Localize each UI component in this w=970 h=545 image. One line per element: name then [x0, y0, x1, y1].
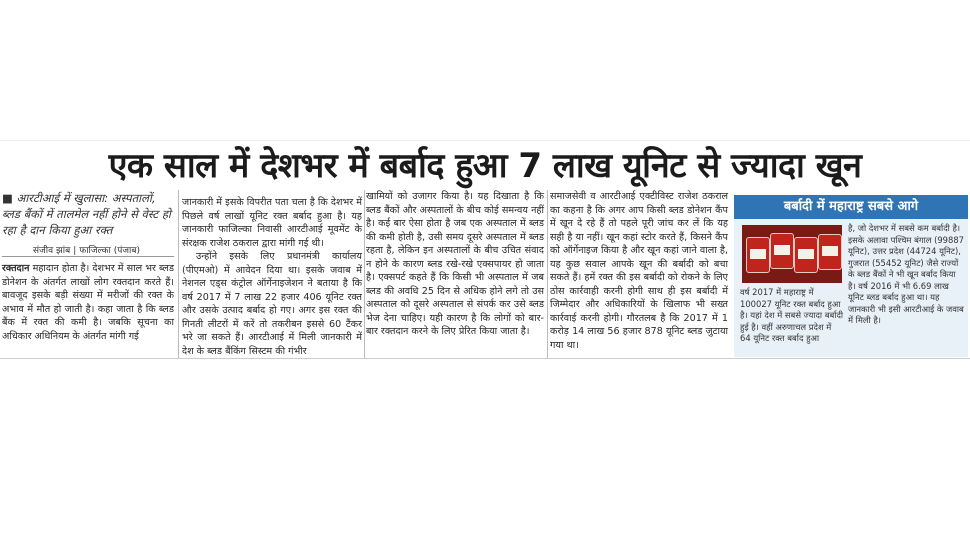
byline-author: संजीव झांब — [33, 246, 71, 256]
column-1-text: महादान होता है। देशभर में साल भर ब्लड डोनेशन के अंतर्गत लाखों लोग रक्तदान करते हैं। बावजूद इसके बड़ी संख्या में मरीजों की रक्त के अभाव में मौत हो जाती है। कहा जाता है कि ब्लड बैंक में रक्त की कमी है। जबकि सूचना का अधिकार अधिनियम के अंतर्गत मांगी गई — [2, 263, 174, 342]
column-4-text: समाजसेवी व आरटीआई एक्टीविस्ट राजेश ठकराल का कहना है कि अगर आप किसी ब्लड डोनेशन कैंप में खून दे रहे हैं तो पहले पूरी जांच कर लें कि यह सही है या नहीं। खून कहां स्टोर करते हैं, किसने कैंप को ऑर्गेनाइज किया है और खून कहां जाने वाला है, यह कुछ सवाल आपके खून की बर्बादी को बचा सकते हैं। हमें रक्त की इस बर्बादी को रोकने के लिए ठोस कार्रवाही करनी होगी साथ ही इस बर्बादी में जिम्मेदार और अधिकारियों के खिलाफ भी सख्त कार्रवाई करनी होगी। गौरतलब है कि 2017 में 1 करोड़ 14 लाख 56 हजार 878 यूनिट ब्लड जुटाया गया था। — [550, 191, 728, 351]
column-2-para-1: जानकारी में इसके विपरीत पता चला है कि देशभर में पिछले वर्ष लाखों यूनिट रक्त बर्बाद हुआ है। यह जानकारी फाजिल्का निवासी आरटीआई मूवमेंट के संरक्षक राजेश ठकराल द्वारा मांगी गई थी। — [182, 197, 362, 249]
sidebar-caption: वर्ष 2017 में महाराष्ट्र में 100027 यूनिट रक्त बर्बाद हुआ है। यहां देश में सबसे ज्यादा बर्बादी हुई है। वहीं अरुणाचल प्रदेश में 64 यूनिट रक्त बर्बाद हुआ — [740, 287, 844, 343]
top-rule — [0, 140, 970, 141]
column-1 — [2, 262, 174, 343]
blood-bag-icon — [818, 234, 842, 270]
sidebar-text: है, जो देशभर में सबसे कम बर्बादी है। इसके अलावा पश्चिम बंगाल (99887 यूनिट), उत्तर प्रदेश (44724 यूनिट), गुजरात (55452 यूनिट) जैसे राज्यों के ब्लड बैंकों ने भी खून बर्बाद किया है। वर्ष 2016 में भी 6.69 लाख यूनिट ब्लड बर्बाद हुआ था। यह जानकारी भी इसी आरटीआई के जवाब में मिली है। — [848, 223, 964, 325]
column-divider — [364, 190, 365, 358]
column-2-para-2: उन्होंने इसके लिए प्रधानमंत्री कार्यालय (पीएमओ) में आवेदन दिया था। इसके जवाब में नेशनल एड्स कंट्रोल ऑर्गेनाइजेशन ने बताया है कि वर्ष 2017 में 7 लाख 22 हजार 406 यूनिट रक्त और उसके उत्पाद बर्बाद हो गए। अगर इस रक्त की गिनती लीटरों में करें तो तकरीबन इससे 60 टैंकर भरे जा सकते हैं। आरटीआई में मिली जानकारी में देश के ब्लड बैंकिंग सिस्टम की गंभीर — [182, 251, 362, 357]
deck: ■ आरटीआई में खुलासा: अस्पतालों, ब्लड बैंकों में तालमेल नहीं होने से वेस्ट हो रहा है दान किया हुआ रक्त — [2, 191, 171, 237]
column-divider — [547, 190, 548, 358]
column-3-text: खामियों को उजागर किया है। यह दिखाता है कि ब्लड बैंकों और अस्पतालों के बीच कोई समन्वय नहीं है। कई बार ऐसा होता है जब एक अस्पताल में ब्लड की कमी होती है, उसी समय दूसरे अस्पताल में ब्लड रहता है, लेकिन इन अस्पतालों के बीच उचित संवाद न होने के कारण ब्लड रखे-रखे एक्सपायर हो जाता है। एक्सपर्ट कहते हैं कि किसी भी अस्पताल में जब ब्लड की अवधि 25 दिन से अधिक होने लगे तो उस अस्पताल को दूसरे अस्पताल से संपर्क कर उसे ब्लड भेज देना चाहिए। यही कारण है कि लोगों को बार-बार रक्तदान करने के लिए प्रेरित किया जाता है। — [366, 191, 544, 337]
column-2 — [182, 196, 362, 358]
blood-bag-icon — [794, 237, 818, 273]
sidebar-title: बर्बादी में महाराष्ट्र सबसे आगे — [734, 195, 968, 219]
byline-rule — [2, 256, 174, 257]
column-4 — [550, 190, 728, 352]
byline-location: फाजिल्का (पंजाब) — [79, 246, 141, 256]
blood-bag-icon — [746, 237, 770, 273]
column-divider — [178, 190, 179, 358]
sidebar-box — [734, 195, 968, 357]
column-3 — [366, 190, 544, 339]
lead-word: रक्तदान — [2, 263, 30, 274]
blood-bag-icon — [770, 233, 794, 269]
bottom-rule — [0, 358, 970, 359]
byline: संजीव झांब | फाजिल्का (पंजाब) — [30, 243, 143, 256]
blood-bags-photo — [742, 225, 842, 283]
headline: एक साल में देशभर में बर्बाद हुआ 7 लाख यूनिट से ज्यादा खून — [108, 146, 862, 186]
